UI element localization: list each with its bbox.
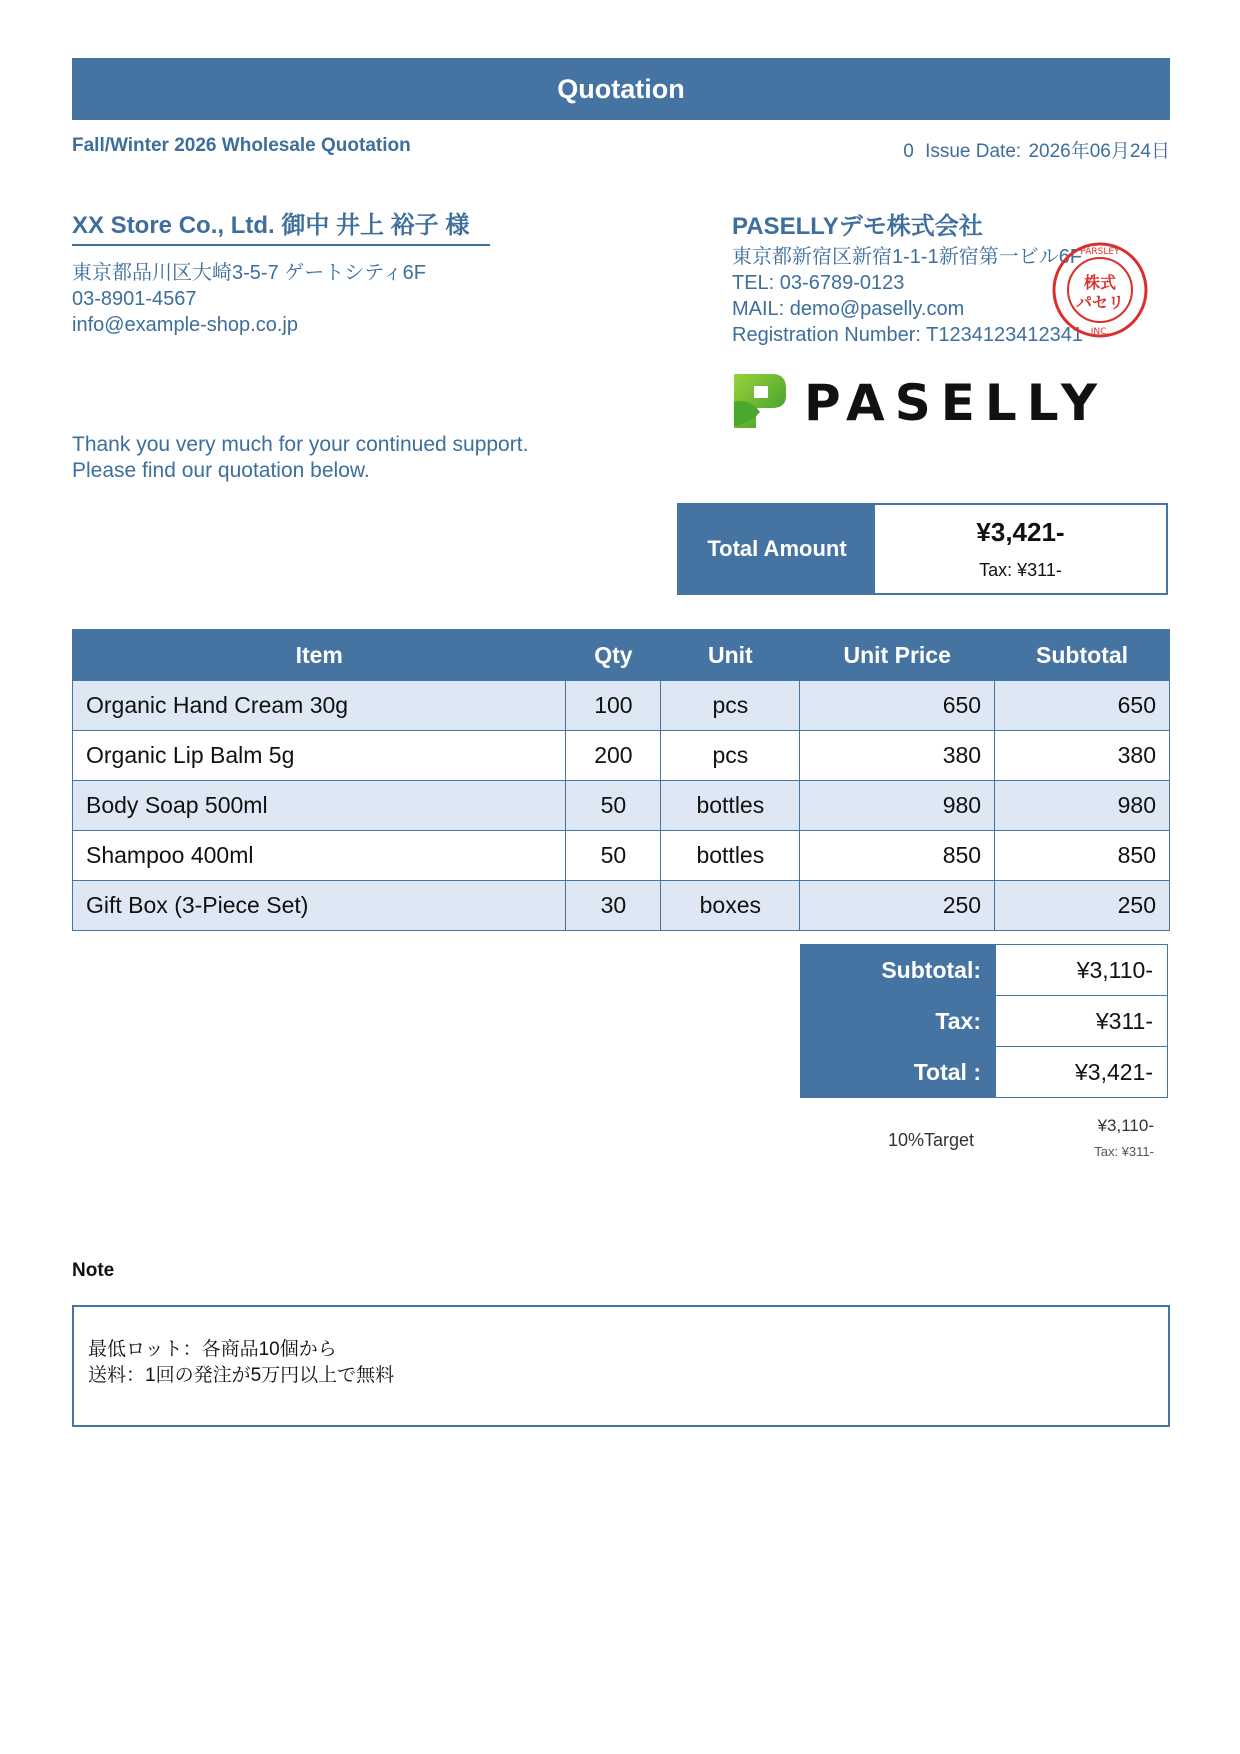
summary-tax-value: ¥311- <box>996 996 1168 1047</box>
company-logo <box>732 368 1108 432</box>
svg-text:株式: 株式 <box>1083 273 1117 292</box>
tax-target-amount: ¥3,110- <box>1097 1116 1154 1135</box>
issue-number: 0 <box>903 141 914 162</box>
item-unit-price: 650 <box>800 681 995 731</box>
item-unit-price: 250 <box>800 881 995 931</box>
item-name: Gift Box (3-Piece Set) <box>73 881 566 931</box>
client-block <box>72 212 492 338</box>
item-subtotal: 980 <box>995 781 1170 831</box>
header-unit: Unit <box>661 630 800 681</box>
summary-table <box>800 944 1168 1098</box>
greeting-line-2: Please find our quotation below. <box>72 459 370 482</box>
tax-target-tax: Tax: ¥311- <box>1094 1144 1154 1159</box>
item-subtotal: 250 <box>995 881 1170 931</box>
summary-tax-label: Tax: <box>801 996 996 1047</box>
client-phone: 03-8901-4567 <box>72 288 197 310</box>
svg-text:パセリ: パセリ <box>1075 293 1125 312</box>
table-header-row <box>73 630 1170 681</box>
summary-subtotal-value: ¥3,110- <box>996 945 1168 996</box>
item-subtotal: 850 <box>995 831 1170 881</box>
summary-tax-row <box>801 996 1168 1047</box>
items-table <box>72 629 1170 931</box>
company-address: 東京都新宿区新宿1-1-1新宿第一ビル6F <box>732 246 1083 268</box>
summary-total-value: ¥3,421- <box>996 1047 1168 1098</box>
client-name: XX Store Co., Ltd. 御中 井上 裕子 様 <box>72 212 490 246</box>
header-item: Item <box>73 630 566 681</box>
summary-total-label: Total : <box>801 1047 996 1098</box>
summary-subtotal-label: Subtotal: <box>801 945 996 996</box>
item-qty: 100 <box>566 681 661 731</box>
table-row <box>73 731 1170 781</box>
company-registration: Registration Number: T1234123412341 <box>732 324 1083 346</box>
item-unit: boxes <box>661 881 800 931</box>
client-address: 東京都品川区大崎3-5-7 ゲートシティ6F <box>72 262 426 284</box>
issue-date <box>903 136 1170 163</box>
document-title: Quotation <box>72 58 1170 120</box>
note-title: Note <box>72 1260 115 1281</box>
table-row <box>73 781 1170 831</box>
company-name: PASELLYデモ株式会社 <box>732 213 983 240</box>
quotation-subtitle: Fall/Winter 2026 Wholesale Quotation <box>72 135 411 156</box>
item-name: Organic Hand Cream 30g <box>73 681 566 731</box>
greeting-line-1: Thank you very much for your continued support. <box>72 433 529 456</box>
item-subtotal: 650 <box>995 681 1170 731</box>
total-amount-tax: Tax: ¥311- <box>979 560 1062 580</box>
header-subtotal: Subtotal <box>995 630 1170 681</box>
item-unit: bottles <box>661 831 800 881</box>
item-unit-price: 850 <box>800 831 995 881</box>
logo-wordmark: PASELLY <box>804 374 1108 432</box>
item-qty: 50 <box>566 781 661 831</box>
summary-subtotal-row <box>801 945 1168 996</box>
issue-date-value: 2026年06月24日 <box>1028 141 1170 162</box>
item-name: Body Soap 500ml <box>73 781 566 831</box>
table-row <box>73 831 1170 881</box>
table-row <box>73 881 1170 931</box>
total-amount-value: ¥3,421- <box>976 517 1065 547</box>
company-tel: TEL: 03-6789-0123 <box>732 272 905 294</box>
item-unit-price: 380 <box>800 731 995 781</box>
item-qty: 30 <box>566 881 661 931</box>
item-name: Organic Lip Balm 5g <box>73 731 566 781</box>
svg-text:INC.: INC. <box>1090 327 1110 337</box>
company-mail: MAIL: demo@paselly.com <box>732 298 965 320</box>
header-qty: Qty <box>566 630 661 681</box>
svg-text:PARSLEY: PARSLEY <box>1080 247 1120 257</box>
item-unit: bottles <box>661 781 800 831</box>
item-subtotal: 380 <box>995 731 1170 781</box>
header-unit-price: Unit Price <box>800 630 995 681</box>
item-qty: 200 <box>566 731 661 781</box>
item-unit: pcs <box>661 681 800 731</box>
table-row <box>73 681 1170 731</box>
item-unit-price: 980 <box>800 781 995 831</box>
note-line-2: 送料：1回の発注が5万円以上で無料 <box>88 1365 395 1386</box>
item-unit: pcs <box>661 731 800 781</box>
total-amount-box <box>677 503 1168 595</box>
tax-target-label: 10%Target <box>888 1130 975 1150</box>
total-amount-label: Total Amount <box>679 505 875 593</box>
note-box <box>72 1305 1170 1427</box>
note-line-1: 最低ロット：各商品10個から <box>88 1339 337 1360</box>
item-qty: 50 <box>566 831 661 881</box>
issue-date-label: Issue Date: <box>925 141 1022 162</box>
item-name: Shampoo 400ml <box>73 831 566 881</box>
greeting <box>72 432 528 484</box>
company-seal-stamp <box>1050 240 1150 340</box>
client-email: info@example-shop.co.jp <box>72 314 298 336</box>
summary-total-row <box>801 1047 1168 1098</box>
